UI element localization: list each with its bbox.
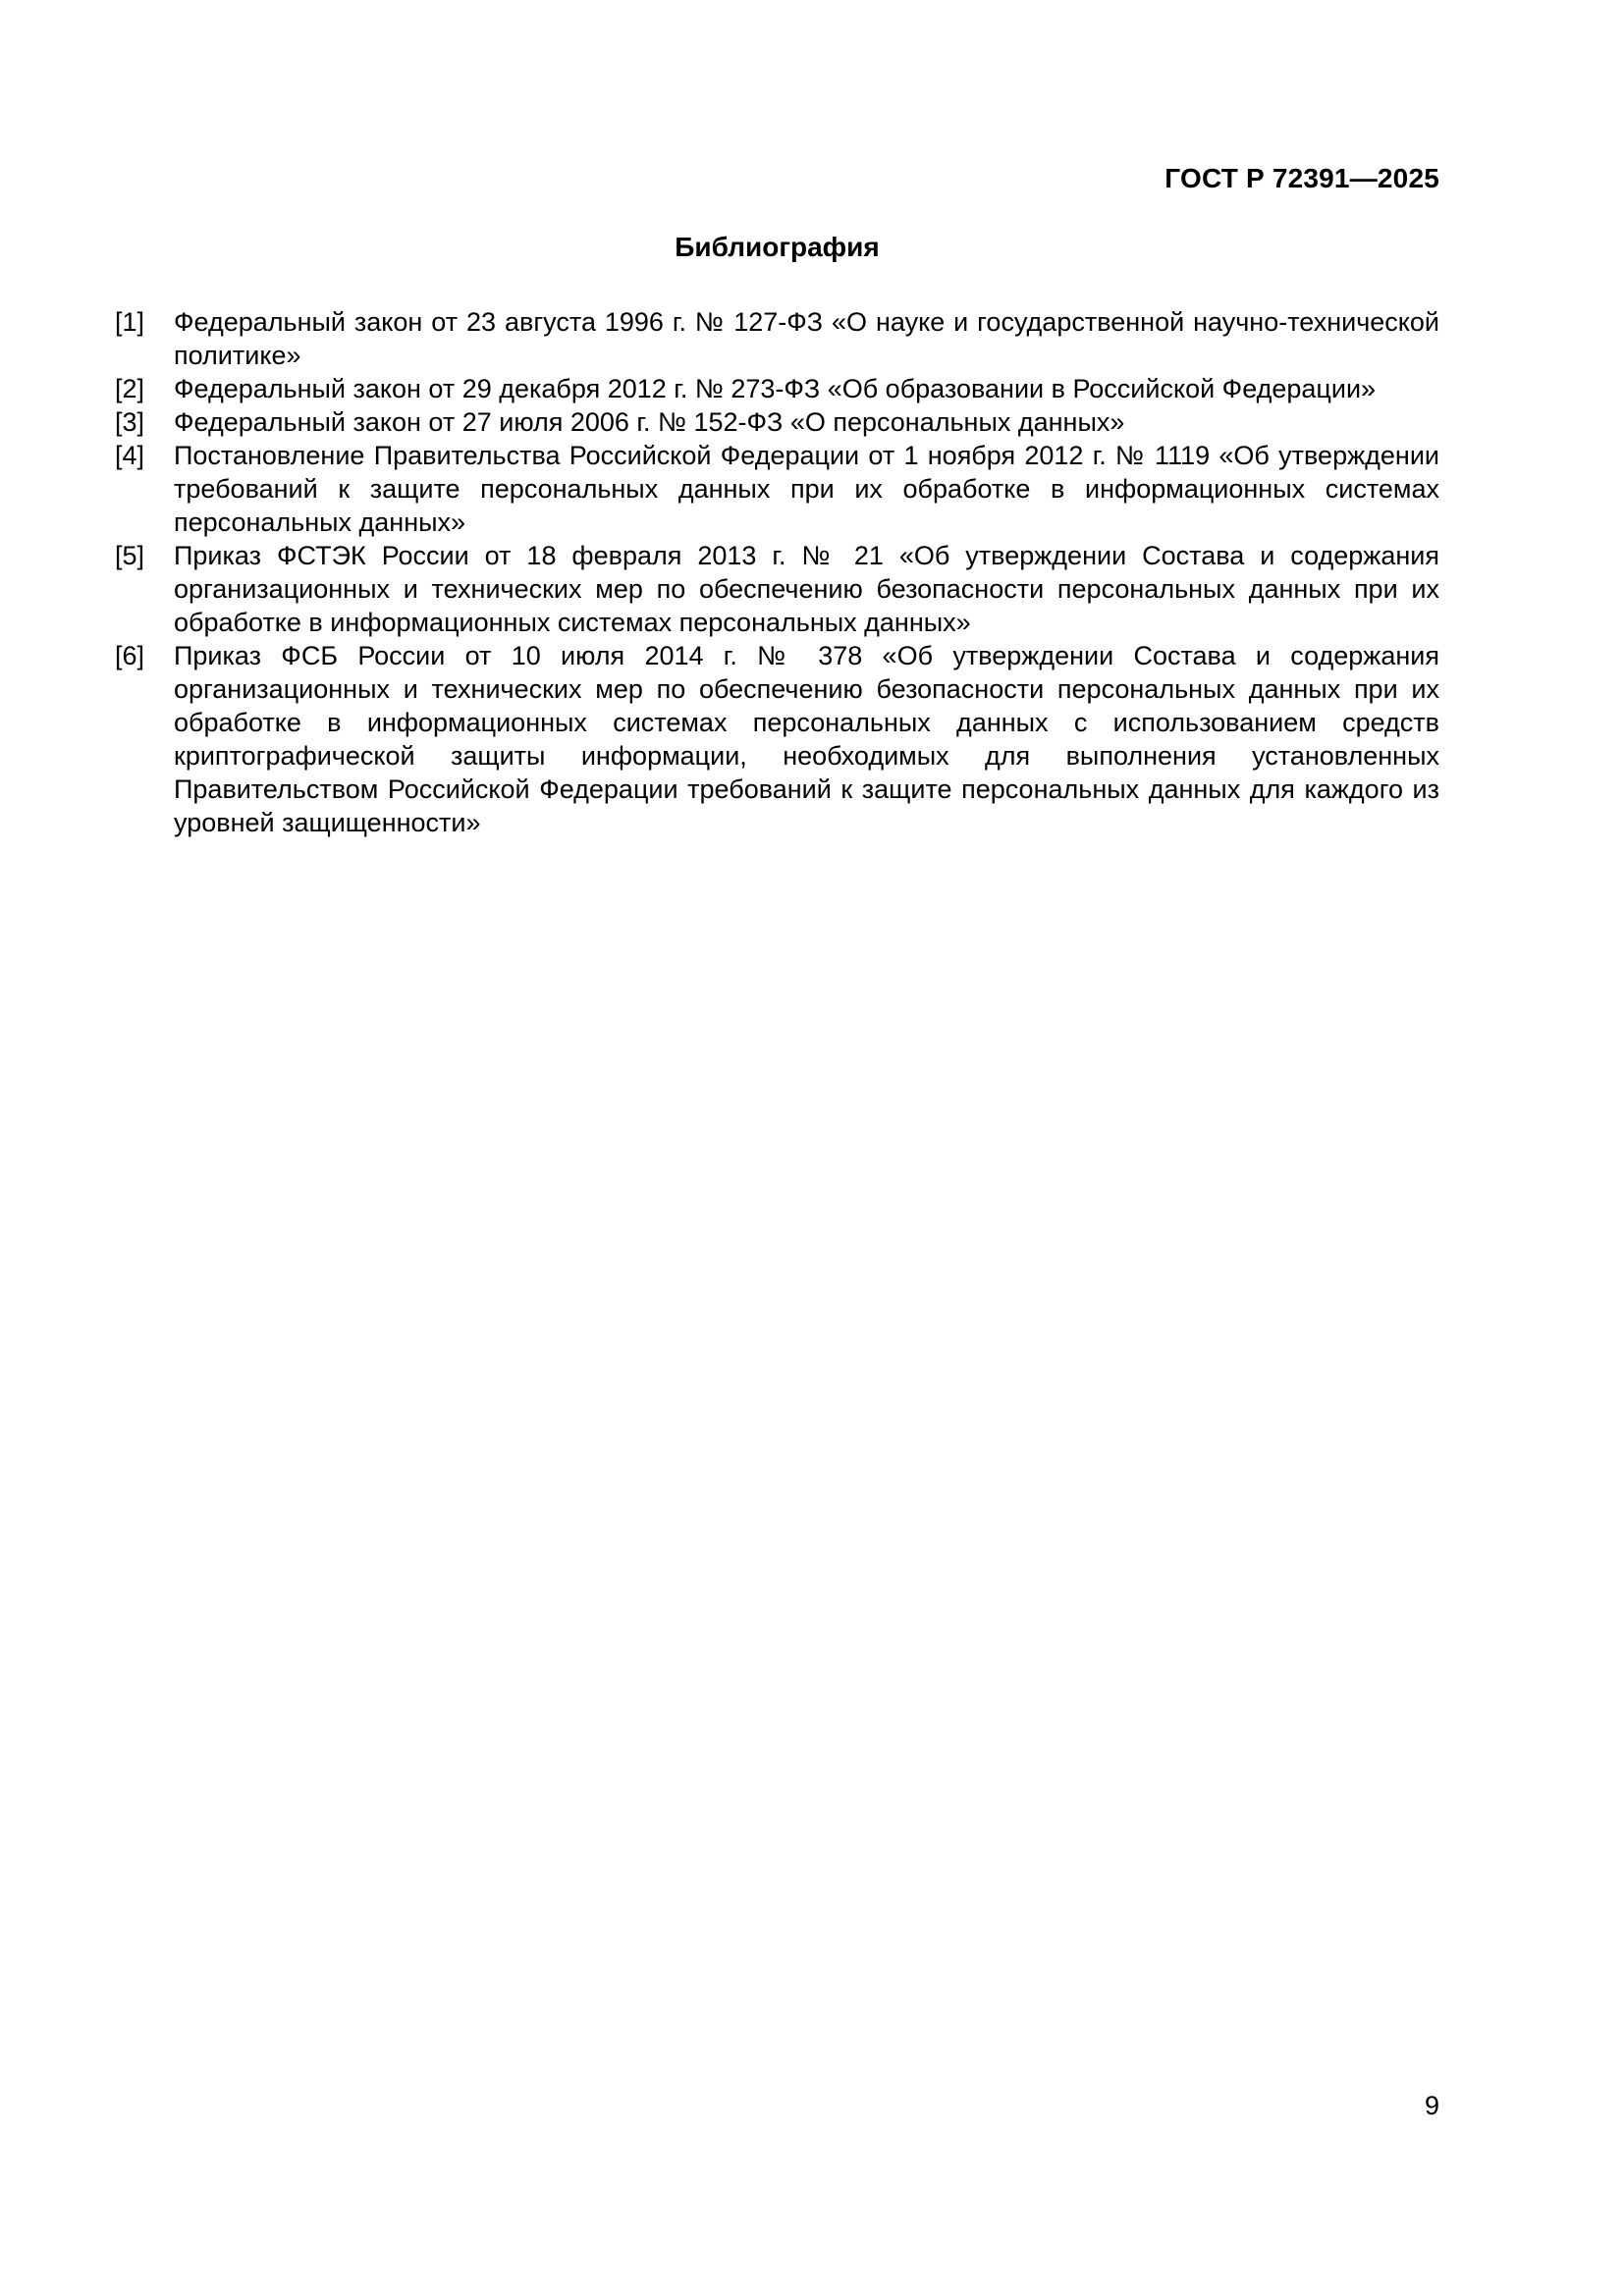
bibliography-item bbox=[115, 439, 1439, 539]
bibliography-item bbox=[115, 305, 1439, 372]
bibliography-item-text: Федеральный закон от 27 июля 2006 г. № 152-ФЗ «О персональных данных» bbox=[174, 407, 1125, 437]
bibliography-item-text: Приказ ФСТЭК России от 18 февраля 2013 г. № 21 «Об утверждении Состава и содержания организационных и технических мер по обеспечению безопасности персональных данных при их обработке в информационных системах персональных данных» bbox=[174, 541, 1439, 637]
bibliography-item-text: Федеральный закон от 29 декабря 2012 г. № 273-ФЗ «Об образовании в Российской Федерации» bbox=[174, 374, 1377, 403]
bibliography-list bbox=[115, 305, 1439, 839]
bibliography-item-number: [6] bbox=[115, 641, 145, 670]
bibliography-item bbox=[115, 539, 1439, 639]
page-number: 9 bbox=[1424, 2091, 1439, 2120]
bibliography-item-number: [4] bbox=[115, 441, 145, 470]
bibliography-item-text: Постановление Правительства Российской Федерации от 1 ноября 2012 г. № 1119 «Об утверждении требований к защите персональных данных при их обработке в информационных системах персональных данных» bbox=[174, 441, 1439, 537]
bibliography-item-text: Приказ ФСБ России от 10 июля 2014 г. № 378 «Об утверждении Состава и содержания организационных и технических мер по обеспечению безопасности персональных данных при их обработке в информационных системах персональных данных с использованием средств криптографической защиты информации, необходимых для выполнения установленных Правительством Российской Федерации требований к защите персональных данных для каждого из уровней защищенности» bbox=[174, 641, 1439, 837]
document-number-header: ГОСТ Р 72391—2025 bbox=[1164, 163, 1439, 193]
bibliography-item-text: Федеральный закон от 23 августа 1996 г. № 127-ФЗ «О науке и государственной научно-технической политике» bbox=[174, 307, 1439, 370]
bibliography-item bbox=[115, 405, 1439, 439]
bibliography-item bbox=[115, 639, 1439, 839]
bibliography-item-number: [1] bbox=[115, 307, 145, 337]
page-title: Библиография bbox=[675, 232, 880, 262]
bibliography-item bbox=[115, 372, 1439, 405]
bibliography-item-number: [2] bbox=[115, 374, 145, 403]
bibliography-item-number: [3] bbox=[115, 407, 145, 437]
bibliography-item-number: [5] bbox=[115, 541, 145, 570]
